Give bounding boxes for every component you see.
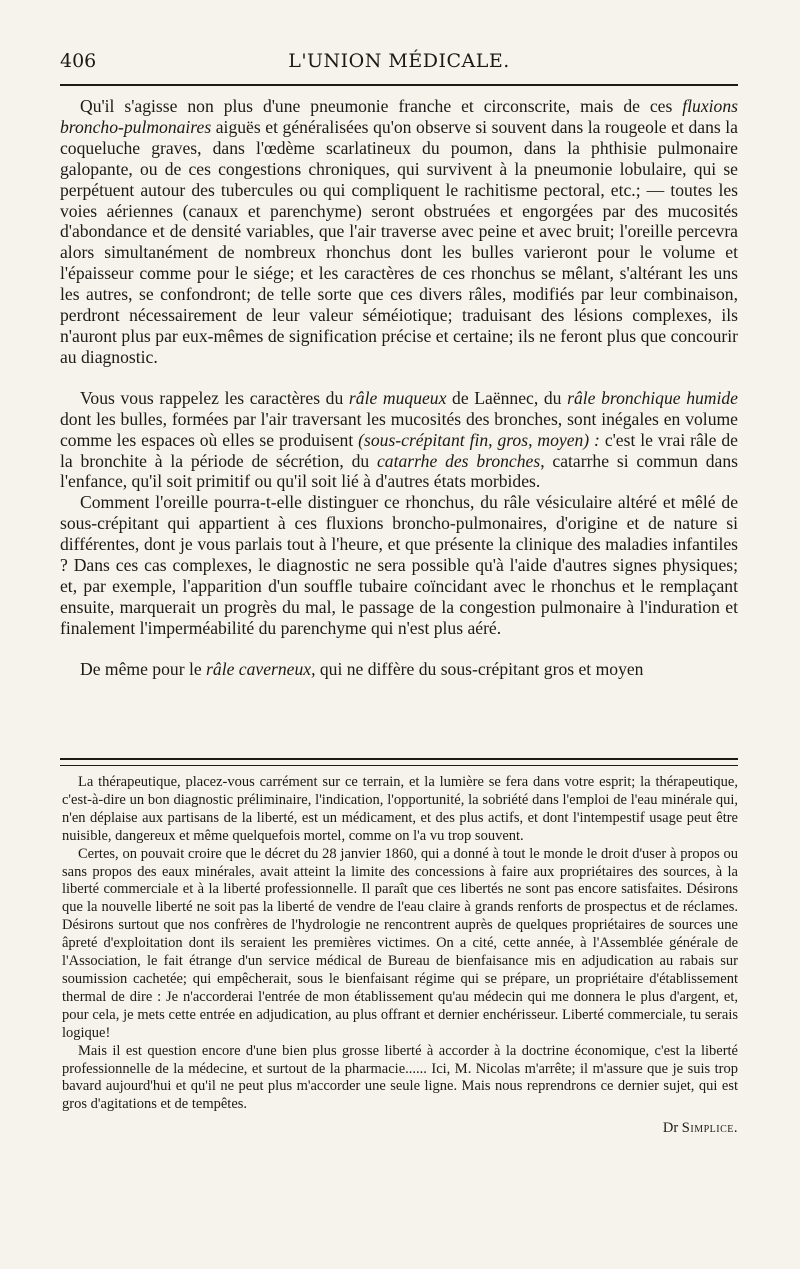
page-number: 406 xyxy=(60,50,97,72)
italic-run: râle caverneux, xyxy=(206,658,316,679)
italic-run: fluxions broncho-pulmonaires xyxy=(60,96,738,137)
article-paragraph xyxy=(60,96,738,368)
text-run: dont les bulles, formées par l'air traversant les mucosités des bronches, sont inégales en volume comme les espaces où elles se produisent xyxy=(60,408,738,450)
main-article xyxy=(60,96,738,680)
text-run: Qu'il s'agisse non plus d'une pneumonie franche et circonscrite, mais de ces xyxy=(80,96,683,116)
text-run: qui ne diffère du sous-crépitant gros et moyen xyxy=(315,658,644,679)
header-rule xyxy=(60,84,738,86)
italic-run: catarrhe des bronches xyxy=(376,450,541,471)
feuilleton-paragraph: Mais il est question encore d'une bien plus grosse liberté à accorder à la doctrine économique, c'est la liberté professionnelle de la médecine, et surtout de la pharmacie...... Ici, M. Nicolas m'arrête; il m'assure que je suis trop bavard aujourd'hui et qu'il ne peut plus m'accorder une seule ligne. Mais nous reprendrons ce dernier sujet, qui est gros d'agitations et de tempêtes. xyxy=(62,1042,738,1113)
page-header xyxy=(60,50,738,80)
signature-prefix: Dr xyxy=(662,1120,679,1137)
signature-name: Simplice. xyxy=(681,1120,738,1137)
text-run: de Laënnec, du xyxy=(446,387,568,408)
text-run: , catarrhe si commun dans l'enfance, qu'il soit primitif ou qu'il soit lié à d'autres états morbides. xyxy=(60,450,739,492)
italic-run: râle muqueux xyxy=(348,387,447,408)
text-run: c'est le vrai râle de la bronchite à la période de sécrétion, du xyxy=(60,429,738,471)
article-paragraph xyxy=(60,492,738,638)
running-title: L'UNION MÉDICALE. xyxy=(288,50,510,72)
text-run: Vous vous rappelez les caractères du xyxy=(80,387,349,408)
feuilleton-section xyxy=(62,774,738,1138)
feuilleton-paragraph: La thérapeutique, placez-vous carrément sur ce terrain, et la lumière se fera dans votre esprit; la thérapeutique, c'est-à-dire un bon diagnostic préliminaire, l'indication, l'opportunité, la sobriété dans l'emploi de l'eau minérale qui, n'en déplaise aux partisans de la liberté, est un médicament, et des plus actifs, et dont l'intempestif usage peut être nuisible, dangereux et même quelquefois mortel, comme on l'a vu trop souvent. xyxy=(62,774,738,844)
article-paragraph xyxy=(60,388,738,493)
italic-run: râle bronchique humide xyxy=(567,387,738,408)
text-run: De même pour le xyxy=(80,658,207,679)
text-run: aiguës et généralisées qu'on observe si souvent dans la rougeole et dans la coqueluche graves, dans l'œdème scarlatineux du poumon, dans la phthisie pulmonaire galopante, ou de ces congestions chroniques, qui survivent à la pneumonie lobulaire, qui se perpétuent autour des tubercules ou qui compliquent le rachitisme pectoral, etc.; — toutes les voies aériennes (canaux et parenchyme) seront obstruées et engorgées par des mucosités d'abondance et de densité variables, que l'air traverse avec peine et avec bruit; l'oreille percevra alors simultanément de nombreux rhonchus dont les bulles varieront pour le volume et l'épaisseur comme pour le siége; et les caractères de ces rhonchus se mêlant, s'altérant les uns les autres, se confondront; de telle sorte que ces divers râles, modifiés par leur combinaison, perdront nécessairement de leur valeur séméiotique; traduisant des lésions complexes, ils n'auront plus par eux-mêmes de signification précise et certaine; ils ne feront plus que concourir au diagnostic. xyxy=(60,116,738,367)
article-paragraph xyxy=(60,659,738,680)
text-run: Comment l'oreille pourra-t-elle distinguer ce rhonchus, du râle vésiculaire altéré et mêlé de sous-crépitant qui appartient à ces fluxions broncho-pulmonaires, d'origine et de nature si différentes, dont je vous parlais tout à l'heure, et que présente la clinique des maladies infantiles ? Dans ces cas complexes, le diagnostic ne sera possible qu'à l'aide d'autres signes physiques; et, par exemple, l'apparition d'un souffle tubaire coïncidant avec le rhonchus et le remplaçant ensuite, marquerait un progrès du mal, le passage de la congestion pulmonaire à l'induration et finalement l'imperméabilité du parenchyme qui n'est plus aéré. xyxy=(60,492,738,638)
author-signature xyxy=(62,1120,738,1138)
italic-run: (sous-crépitant fin, gros, moyen) : xyxy=(358,429,600,450)
feuilleton-paragraph: Certes, on pouvait croire que le décret du 28 janvier 1860, qui a donné à tout le monde le droit d'user à propos ou sans propos des eaux minérales, avait atteint la limite des concessions à faire aux propriétaires des sources, à la liberté commerciale et à la liberté professionnelle. Il paraît que ces libertés ne sont pas encore satisfaites. Désirons que la nouvelle liberté ne soit pas la liberté de vendre de l'eau claire à grands renforts de prospectus et de réclames. Désirons surtout que nos confrères de l'hydrologie ne rencontrent auprès de quelques propriétaires de sources une âpreté d'exploitation dont ils seraient les premières victimes. On a cité, cette année, à l'Assemblée générale de l'Association, le fait étrange d'un service médical de Bureau de bienfaisance mis en adjudication au rabais sur soumission cachetée; qui empêcherait, sous le bienfaisant régime qui se prépare, un propriétaire d'établissement thermal de dire : Je n'accorderai l'entrée de mon établissement qu'au médecin qui me donnera le plus d'argent, et, pour cela, je mets cette entrée en adjudication, au plus offrant et dernier enchérisseur. Liberté commerciale, tu serais logique! xyxy=(62,845,738,1041)
feuilleton-separator xyxy=(60,758,738,766)
